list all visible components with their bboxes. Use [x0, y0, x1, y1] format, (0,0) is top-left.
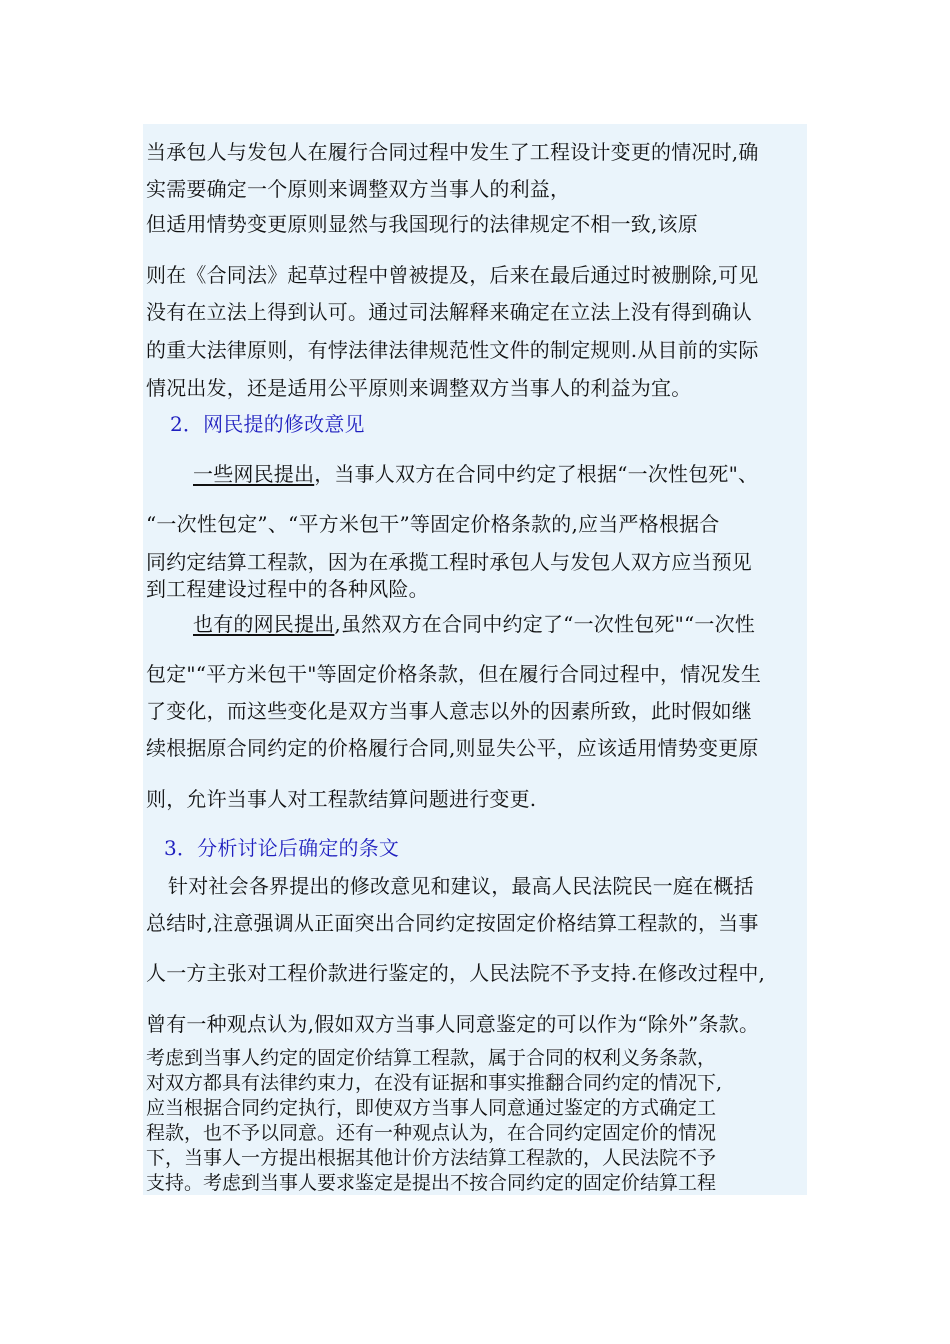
paragraph-5-line: 应当根据合同约定执行，即使双方当事人同意通过鉴定的方式确定工	[146, 1097, 717, 1119]
paragraph-2-text: ，当事人双方在合同中约定了根据“一次性包死"、	[314, 462, 759, 486]
netizen-opinion-lead: 一些网民提出	[193, 462, 315, 486]
paragraph-3-line: 包定"“平方米包干"等固定价格条款，但在履行合同过程中，情况发生	[146, 662, 762, 686]
paragraph-3-text: ,虽然双方在合同中约定了“一次性包死"“一次性	[334, 612, 756, 636]
paragraph-3-line: 则，允许当事人对工程款结算问题进行变更.	[146, 787, 537, 811]
paragraph-2-line: 同约定结算工程款，因为在承揽工程时承包人与发包人双方应当预见	[146, 550, 752, 574]
paragraph-5-line: 下，当事人一方提出根据其他计价方法结算工程款的，人民法院不予	[146, 1147, 717, 1169]
paragraph-2-line-1	[193, 461, 758, 487]
paragraph-4-line: 针对社会各界提出的修改意见和建议，最高人民法院民一庭在概括	[168, 874, 754, 898]
section-heading-2: 2．网民提的修改意见	[170, 412, 365, 436]
paragraph-1-line: 但适用情势变更原则显然与我国现行的法律规定不相一致,该原	[146, 212, 698, 236]
paragraph-3-line: 续根据原合同约定的价格履行合同,则显失公平，应该适用情势变更原	[146, 736, 759, 760]
paragraph-3-line: 了变化，而这些变化是双方当事人意志以外的因素所致，此时假如继	[146, 699, 752, 723]
paragraph-1-line: 实需要确定一个原则来调整双方当事人的利益，	[146, 177, 571, 201]
paragraph-2-line: “一次性包定”、“平方米包干”等固定价格条款的,应当严格根据合	[146, 512, 720, 536]
other-netizen-opinion-lead: 也有的网民提出	[193, 612, 335, 636]
paragraph-5-line: 支持。考虑到当事人要求鉴定是提出不按合同约定的固定价结算工程	[146, 1172, 717, 1194]
paragraph-2-line: 到工程建设过程中的各种风险。	[146, 577, 429, 601]
paragraph-5-line: 对双方都具有法律约束力，在没有证据和事实推翻合同约定的情况下,	[146, 1072, 723, 1094]
paragraph-1-line: 的重大法律原则，有悖法律法律规范性文件的制定规则.从目前的实际	[146, 338, 759, 362]
paragraph-1-line: 没有在立法上得到认可。通过司法解释来确定在立法上没有得到确认	[146, 300, 752, 324]
paragraph-3-line-1	[193, 611, 755, 637]
paragraph-1-line: 情况出发，还是适用公平原则来调整双方当事人的利益为宜。	[146, 376, 692, 400]
paragraph-5-line: 考虑到当事人约定的固定价结算工程款，属于合同的权利义务条款，	[146, 1047, 717, 1069]
paragraph-4-line: 人一方主张对工程价款进行鉴定的，人民法院不予支持.在修改过程中,	[146, 961, 766, 985]
paragraph-5-line: 程款，也不予以同意。还有一种观点认为，在合同约定固定价的情况	[146, 1122, 717, 1144]
paragraph-4-line: 总结时,注意强调从正面突出合同约定按固定价格结算工程款的，当事	[146, 911, 759, 935]
paragraph-1-line: 则在《合同法》起草过程中曾被提及，后来在最后通过时被删除,可见	[146, 263, 759, 287]
paragraph-1-line: 当承包人与发包人在履行合同过程中发生了工程设计变更的情况时,确	[146, 140, 759, 164]
paragraph-4-line: 曾有一种观点认为,假如双方当事人同意鉴定的可以作为“除外”条款。	[146, 1012, 760, 1036]
section-heading-3: 3．分析讨论后确定的条文	[164, 836, 400, 860]
